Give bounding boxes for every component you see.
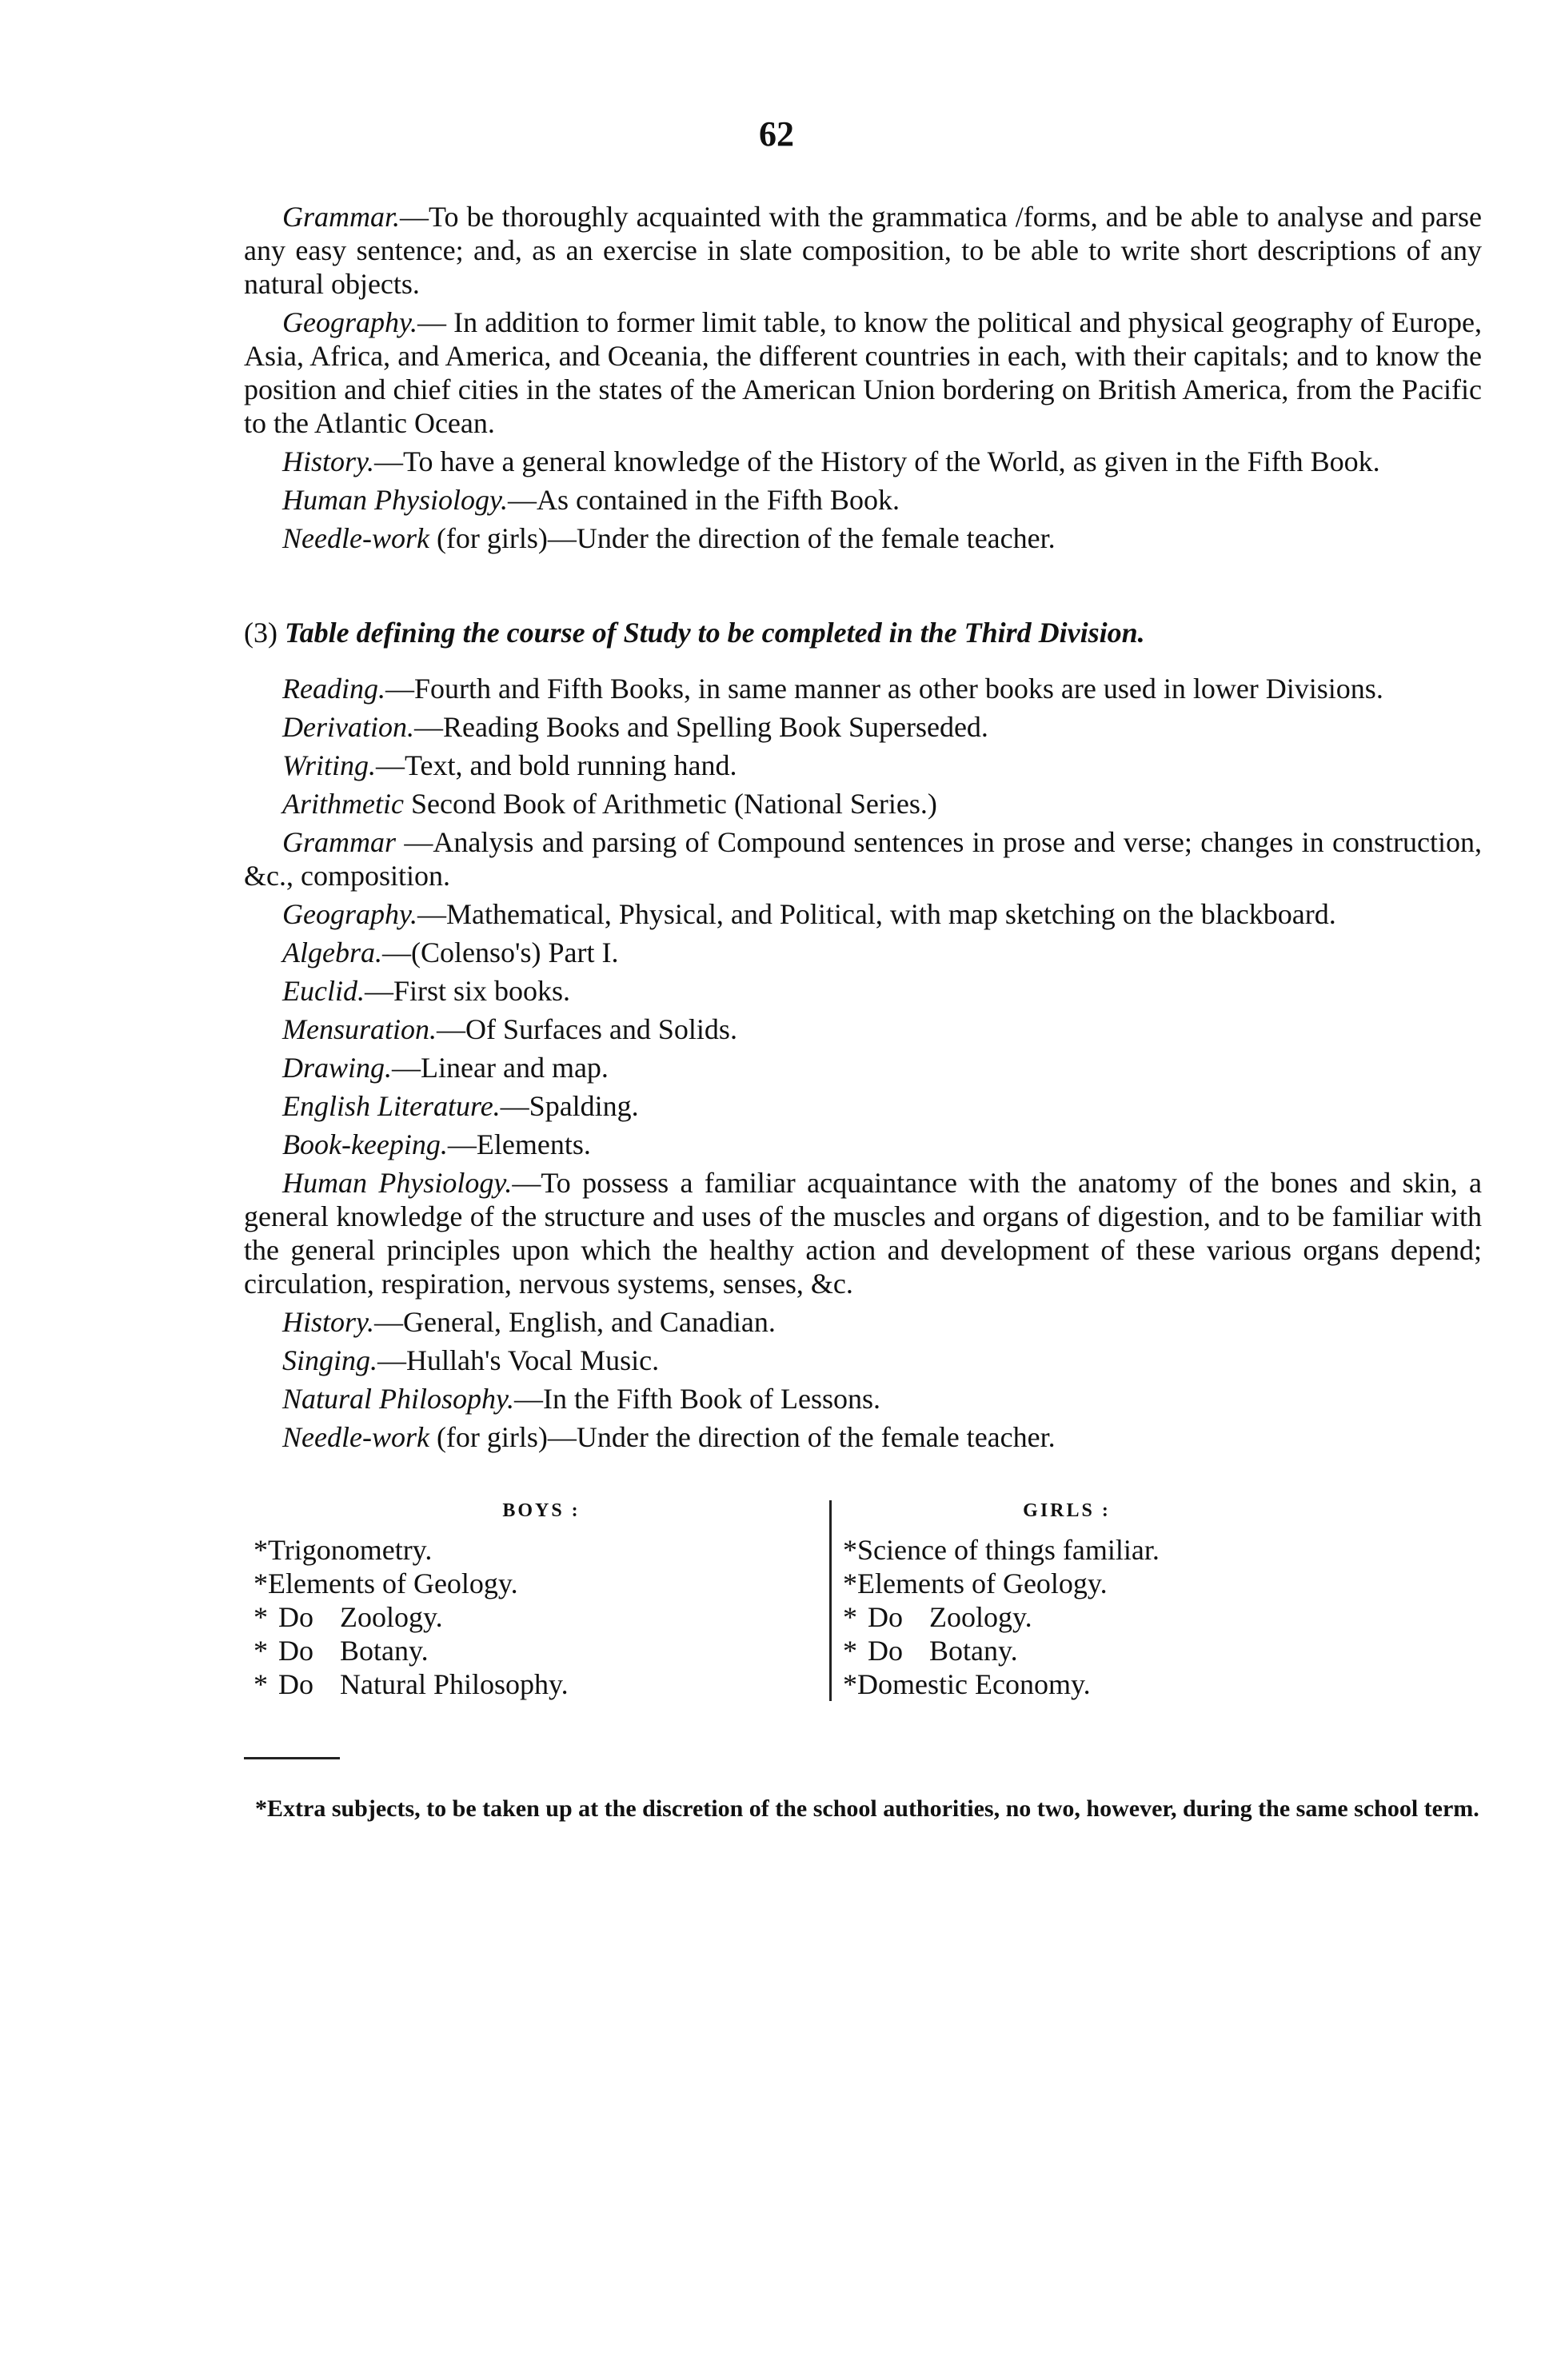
paragraph-natural-philosophy xyxy=(244,1382,1482,1416)
paragraph-geography xyxy=(244,897,1482,931)
item-text: Botany. xyxy=(340,1635,429,1667)
paragraph-grammar xyxy=(244,200,1482,301)
boys-column xyxy=(244,1500,829,1701)
item-text: Elements of Geology. xyxy=(268,1567,518,1599)
item-text: Botany. xyxy=(929,1635,1018,1667)
subject-label: Reading. xyxy=(282,673,385,705)
heading-number: (3) xyxy=(244,617,277,649)
paragraph-algebra xyxy=(244,936,1482,969)
asterisk-mark: * xyxy=(843,1534,857,1566)
subject-label: History. xyxy=(282,445,375,477)
boys-heading: BOYS : xyxy=(502,1500,581,1521)
subject-text: —Elements. xyxy=(447,1128,591,1160)
third-division-section xyxy=(244,672,1482,1454)
subject-label: Arithmetic xyxy=(282,788,404,820)
paragraph-writing xyxy=(244,749,1482,782)
paragraph-drawing xyxy=(244,1051,1482,1084)
girls-heading: GIRLS : xyxy=(1023,1500,1111,1521)
list-item xyxy=(254,1600,829,1634)
subject-text: —Mathematical, Physical, and Political, with map sketching on the blackboard. xyxy=(417,898,1336,930)
list-item xyxy=(843,1667,1291,1701)
paragraph-human-physiology xyxy=(244,1166,1482,1300)
item-text: Elements of Geology. xyxy=(857,1567,1108,1599)
asterisk-mark: * xyxy=(843,1635,857,1667)
subject-label: Needle-work xyxy=(282,1421,429,1453)
extra-subjects-table xyxy=(244,1500,1363,1701)
subject-label: Drawing. xyxy=(282,1052,393,1084)
subject-label: Derivation. xyxy=(282,711,414,743)
list-item xyxy=(843,1567,1291,1600)
subject-text: —(Colenso's) Part I. xyxy=(381,936,619,968)
item-text: Science of things familiar. xyxy=(857,1534,1160,1566)
item-text: Trigonometry. xyxy=(268,1534,433,1566)
list-item xyxy=(254,1667,829,1701)
subject-text: —Fourth and Fifth Books, in same manner as other books are used in lower Divisions. xyxy=(385,673,1383,705)
subject-text: —To have a general knowledge of the History of the World, as given in the Fifth Book. xyxy=(374,445,1380,477)
ditto-mark: Do xyxy=(868,1635,903,1667)
subject-label: Natural Philosophy. xyxy=(282,1383,515,1415)
paragraph-book-keeping xyxy=(244,1128,1482,1161)
paragraph-english-literature xyxy=(244,1089,1482,1123)
paragraph-needle-work xyxy=(244,1420,1482,1454)
asterisk-mark: * xyxy=(843,1567,857,1599)
subject-label: Human Physiology. xyxy=(282,484,508,516)
subject-label: Needle-work xyxy=(282,522,429,554)
paragraph-needle-work xyxy=(244,521,1482,555)
subject-text: —Text, and bold running hand. xyxy=(376,749,737,781)
girls-column xyxy=(829,1500,1291,1701)
heading-text: Table defining the course of Study to be completed in the Third Division. xyxy=(284,617,1145,649)
item-text: Natural Philosophy. xyxy=(340,1668,569,1700)
paragraph-mensuration xyxy=(244,1012,1482,1046)
list-item xyxy=(254,1567,829,1600)
paragraph-reading xyxy=(244,672,1482,705)
asterisk-mark: * xyxy=(254,1567,268,1599)
paragraph-singing xyxy=(244,1344,1482,1377)
subject-text: —To be thoroughly acquainted with the grammatica /forms, and be able to analyse and parse any easy sentence; and, as an exercise in slate composition, to be able to write short descriptions of any natural objects. xyxy=(244,201,1482,300)
subject-text: —Spalding. xyxy=(500,1090,639,1122)
list-item xyxy=(254,1533,829,1567)
paragraph-grammar xyxy=(244,825,1482,892)
paragraph-human-physiology xyxy=(244,483,1482,517)
subject-text: —Analysis and parsing of Compound sentences in prose and verse; changes in construction, &c., composition. xyxy=(244,826,1482,892)
subject-text: —As contained in the Fifth Book. xyxy=(507,484,900,516)
subject-label: Book-keeping. xyxy=(282,1128,448,1160)
item-text: Zoology. xyxy=(929,1601,1032,1633)
second-division-section xyxy=(244,200,1482,555)
subject-text: (for girls)—Under the direction of the female teacher. xyxy=(429,522,1056,554)
subject-text: Second Book of Arithmetic (National Series.) xyxy=(403,788,937,820)
list-item xyxy=(843,1634,1291,1667)
subject-label: Algebra. xyxy=(282,936,382,968)
paragraph-history xyxy=(244,1305,1482,1339)
subject-label: Human Physiology. xyxy=(282,1167,513,1199)
item-text: Domestic Economy. xyxy=(857,1668,1091,1700)
list-item xyxy=(843,1600,1291,1634)
asterisk-mark: * xyxy=(254,1534,268,1566)
subject-text: — In addition to former limit table, to know the political and physical geography of Europe, Asia, Africa, and America, and Oceania, the different countries in each, with their capitals; and to know the position and chief cities in the states of the American Union bordering on British America, from the Pacific to the Atlantic Ocean. xyxy=(244,306,1482,439)
subject-label: English Literature. xyxy=(282,1090,501,1122)
paragraph-derivation xyxy=(244,710,1482,744)
subject-text: —In the Fifth Book of Lessons. xyxy=(514,1383,881,1415)
paragraph-euclid xyxy=(244,974,1482,1008)
ditto-mark: Do xyxy=(278,1635,313,1667)
subject-label: Mensuration. xyxy=(282,1013,437,1045)
asterisk-mark: * xyxy=(843,1601,857,1633)
subject-text: —Of Surfaces and Solids. xyxy=(437,1013,737,1045)
subject-text: —Linear and map. xyxy=(392,1052,609,1084)
asterisk-mark: * xyxy=(254,1601,268,1633)
subject-text: —To possess a familiar acquaintance with the anatomy of the bones and skin, a general knowledge of the structure and uses of the muscles and organs of digestion, and to be familiar with the general principles upon which the healthy action and development of these various organs depend; circulation, respiration, nervous systems, senses, &c. xyxy=(244,1167,1482,1300)
list-item xyxy=(843,1533,1291,1567)
subject-text: —Reading Books and Spelling Book Superseded. xyxy=(413,711,988,743)
subject-label: Singing. xyxy=(282,1344,378,1376)
subject-text: (for girls)—Under the direction of the female teacher. xyxy=(429,1421,1056,1453)
subject-text: —General, English, and Canadian. xyxy=(374,1306,776,1338)
subject-label: Writing. xyxy=(282,749,377,781)
subject-text: —First six books. xyxy=(364,975,571,1007)
subject-label: Grammar. xyxy=(282,201,401,233)
paragraph-arithmetic xyxy=(244,787,1482,821)
third-division-heading xyxy=(244,616,1482,649)
ditto-mark: Do xyxy=(278,1601,313,1633)
subject-text: —Hullah's Vocal Music. xyxy=(377,1344,660,1376)
ditto-mark: Do xyxy=(278,1668,313,1700)
list-item xyxy=(254,1634,829,1667)
subject-label: Euclid. xyxy=(282,975,365,1007)
subject-label: Geography. xyxy=(282,898,417,930)
subject-label: Geography. xyxy=(282,306,417,338)
asterisk-mark: * xyxy=(254,1668,268,1700)
page-content xyxy=(244,200,1482,1823)
page-number: 62 xyxy=(759,114,794,154)
paragraph-history xyxy=(244,445,1482,478)
subject-label: Grammar xyxy=(282,826,397,858)
paragraph-geography xyxy=(244,305,1482,440)
item-text: Zoology. xyxy=(340,1601,443,1633)
footnote: *Extra subjects, to be taken up at the discretion of the school authorities, no two, however, during the same school term. xyxy=(255,1795,1479,1822)
ditto-mark: Do xyxy=(868,1601,903,1633)
asterisk-mark: * xyxy=(843,1668,857,1700)
subject-label: History. xyxy=(282,1306,375,1338)
footnote-divider xyxy=(244,1757,340,1759)
asterisk-mark: * xyxy=(254,1635,268,1667)
